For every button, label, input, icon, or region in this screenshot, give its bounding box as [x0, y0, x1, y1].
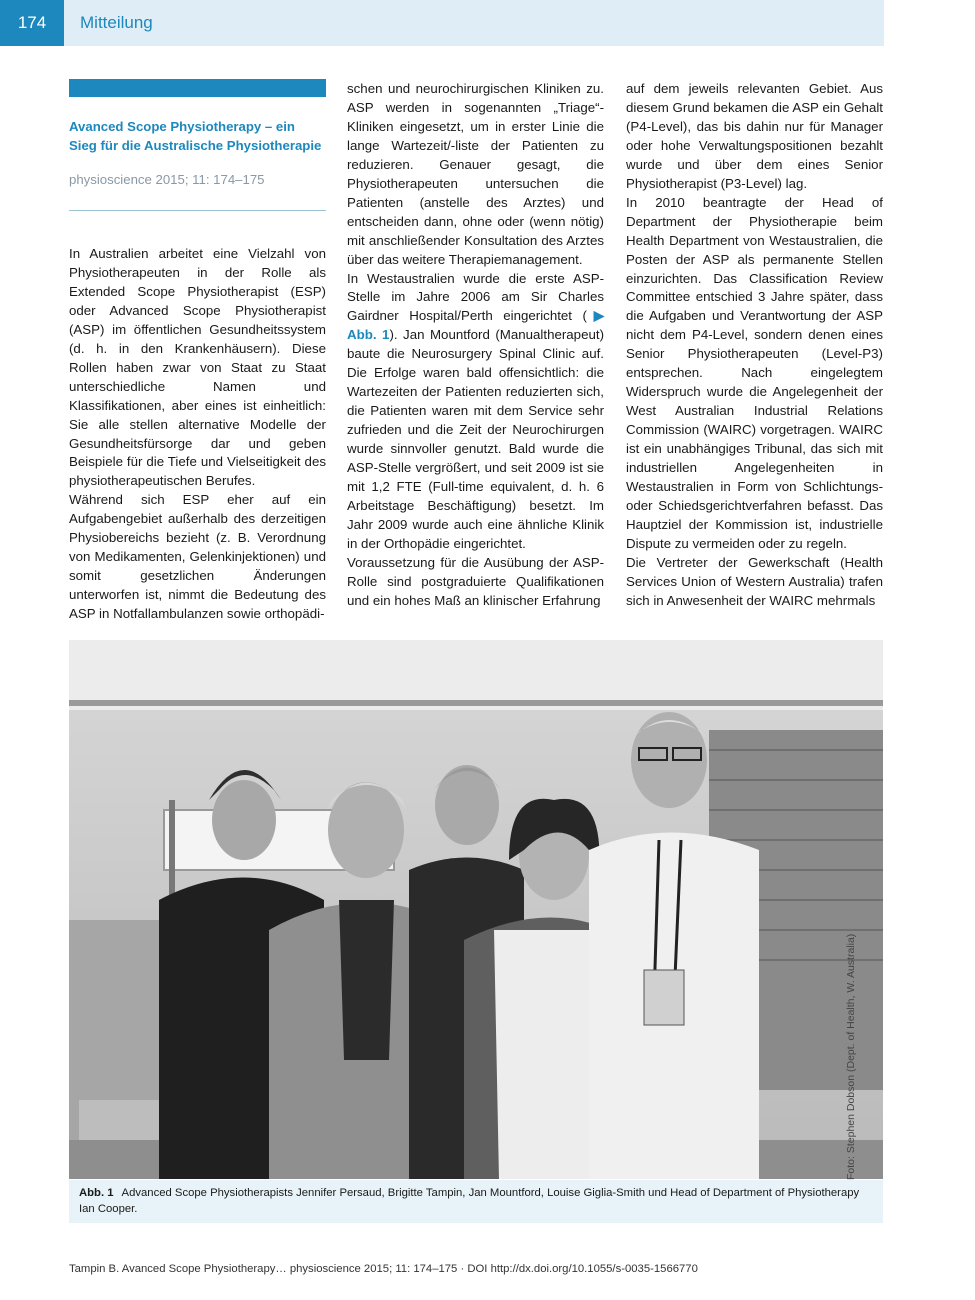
- caption-text: Advanced Scope Physiotherapists Jennifer Persaud, Brigitte Tampin, Jan Mountford, Louise Giglia-Smith und Head of Department of Physiotherapy Ian Cooper.: [79, 1187, 860, 1215]
- article-citation: physioscience 2015; 11: 174–175: [69, 172, 265, 187]
- paragraph: schen und neurochirurgischen Kliniken zu. ASP werden in sogenannten „Triage“-Kliniken eingesetzt, um in erster Linie die lange Wartezeit/-liste der Patienten zu reduzieren. Genauer gesagt, die Physiotherapeuten untersuchen die Patienten (anstelle des Arztes) und entscheiden dann, ohne oder (wenn nötig) mit anschließender Konsultation des Arztes über das weitere Therapiemanagement.: [347, 81, 604, 267]
- text-column-2: [347, 80, 604, 611]
- section-title: Mitteilung: [80, 13, 153, 32]
- title-bar: [69, 79, 326, 97]
- figure-caption: [69, 1180, 883, 1223]
- page-footer: Tampin B. Avanced Scope Physiotherapy… physioscience 2015; 11: 174–175 · DOI http://dx.doi.org/10.1055/s-0035-1566770: [69, 1263, 698, 1275]
- paragraph: Während sich ESP eher auf ein Aufgabengebiet außerhalb des derzeitigen Physiobereichs bezieht (z. B. Verordnung von Medikamenten, Gelenkinjektionen) und somit gesetzlichen Änderungen unterworfen ist, nimmt die Bedeutung des ASP in Notfallambulanzen sowie orthopädi-: [69, 492, 326, 622]
- title-divider: [69, 210, 326, 211]
- page-number: 174: [0, 0, 64, 46]
- paragraph-text: In Westaustralien wurde die erste ASP-Stelle im Jahre 2006 am Sir Charles Gairdner Hospital/Perth eingerichtet (: [347, 270, 604, 324]
- article-title: Avanced Scope Physiotherapy – ein Sieg für die Australische Physiotherapie: [69, 119, 322, 153]
- paragraph: In 2010 beantragte der Head of Department der Physiotherapie beim Health Department von Westaustralien, die Posten der ASP als permanente Stellen einzurichten. Das Classification Review Committee entschied 3 Jahre später, dass die Aufgaben und Verantwortung der ASP nicht dem P4-Level, sondern denen eines Senior Physiotherapeuten (Level-P3) entsprechen. Nach eingelegtem Widerspruch wurde die Angelegenheit der West Australian Industrial Relations Commission (WAIRC) vorgetragen. WAIRC ist ein unabhängiges Tribunal, das sich mit industriellen Angelegenheiten in Westaustralien in Form von Schlichtungs- oder Schiedsgerichtverfahren befasst. Das Hauptziel der Kommission ist, industrielle Dispute zu vermeiden oder zu regeln.: [626, 194, 883, 551]
- running-header: [0, 0, 884, 46]
- paragraph: auf dem jeweils relevanten Gebiet. Aus diesem Grund bekamen die ASP ein Gehalt (P4-Level), das bis dahin nur für Manager oder hohe Verwaltungspositionen bezahlt wurde und über dem eines Senior Physiotherapist (P3-Level) lag.: [626, 81, 883, 191]
- group-photo: [69, 640, 883, 1179]
- paragraph: Die Vertreter der Gewerkschaft (Health Services Union of Western Australia) trafen sich in Anwesenheit der WAIRC mehrmals: [626, 554, 883, 608]
- text-column-3: [626, 80, 883, 611]
- paragraph: In Australien arbeitet eine Vielzahl von Physiotherapeuten in der Rolle als Extended Scope Physiotherapist (ESP) oder Advanced Scope Physiotherapist (ASP) im öffentlichen Gesundheitssystem (d. h. in den Krankenhäusern). Diese Rollen haben zwar von Staat zu Staat unterschiedliche Namen und Klassifikationen, aber eines ist einheitlich: Sie alle stellen alternative Modelle der Gesundheitsfürsorge dar und geben Beispiele für die Tiefe und Vielseitigkeit des physiotherapeutischen Berufes.: [69, 246, 326, 489]
- text-column-1: [69, 245, 326, 624]
- photo-credit: Foto: Stephen Dobson (Dept. of Health, W. Australia): [845, 933, 857, 1180]
- figure-reference-link[interactable]: ▶ Abb. 1: [347, 308, 604, 343]
- paragraph: Voraussetzung für die Ausübung der ASP-Rolle sind postgraduierte Qualifikationen und ein hohes Maß an klinischer Erfahrung: [347, 554, 604, 608]
- caption-label: Abb. 1: [79, 1187, 114, 1199]
- paragraph: [347, 270, 604, 554]
- paragraph-text: ). Jan Mountford (Manualtherapeut) baute die Neurosurgery Spinal Clinic auf. Die Erfolge waren bald offensichtlich: die Wartezeiten der Patienten reduzierten sich, die Patienten waren mit dem Service sehr zufrieden und die Zeit der Neurochirurgen wurde sinnvoller genutzt. Bald wurde die ASP-Stelle vergrößert, und seit 2009 ist sie mit 1,2 FTE (Full-time equivalent, d. h. 6 Arbeitstage Beschäftigung) besetzt. Im Jahr 2009 wurde auch eine ähnliche Klinik in der Orthopädie eingerichtet.: [347, 327, 604, 551]
